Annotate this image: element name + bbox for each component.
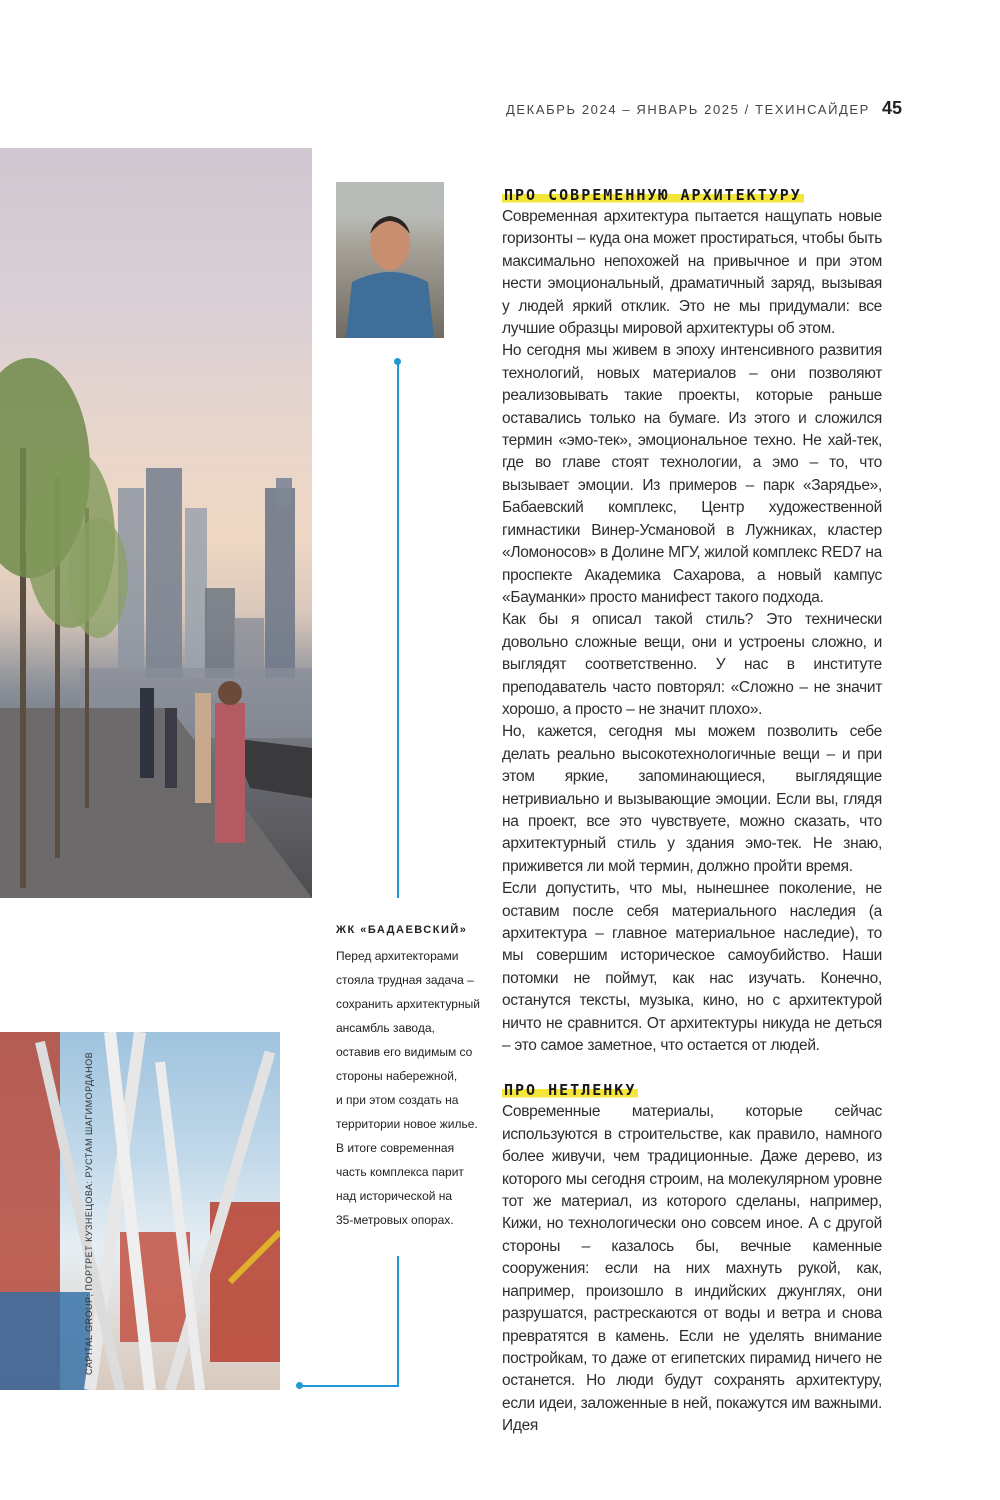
connector-line-horizontal — [300, 1385, 399, 1387]
portrait-illustration — [336, 182, 444, 338]
construction-photo — [0, 1032, 280, 1390]
construction-illustration — [0, 1032, 280, 1390]
caption-text: Перед архитекторами стояла трудная задача – сохранить архитектурный ансамбль завода, оставив его видимым со стороны набережной, и при этом создать на территории новое жилье. В итоге современная часть комплекса парит над исторической на 35-метровых опорах. — [336, 949, 480, 1227]
page-number: 45 — [881, 98, 902, 118]
photo-credit: CAPITAL GROUP; ПОРТРЕТ КУЗНЕЦОВА: РУСТАМ ШАГИМОРДАНОВ — [84, 1051, 94, 1375]
embankment-photo — [0, 148, 312, 898]
section-heading: ПРО НЕТЛЕНКУ — [504, 1081, 637, 1100]
article-body — [502, 186, 882, 1438]
running-header — [506, 98, 902, 119]
running-title: ДЕКАБРЬ 2024 – ЯНВАРЬ 2025 / ТЕХИНСАЙДЕР — [505, 102, 870, 117]
connector-line-bottom — [397, 1256, 399, 1386]
connector-line-top — [397, 362, 399, 898]
section-heading: ПРО СОВРЕМЕННУЮ АРХИТЕКТУРУ — [504, 186, 802, 204]
author-portrait — [336, 182, 444, 338]
paragraph: Но, кажется, сегодня мы можем позволить себе делать реально высокотехнологичные вещи – и при этом яркие, запоминающиеся, выглядящие нетривиально и вызывающие эмоции. Если вы, глядя на проект, все это чувствуете, можно сказать, что архитектурный стиль у здания эмо-тек. Не знаю, приживется ли мой термин, должно пройти время. — [502, 723, 882, 875]
paragraph: Если допустить, что мы, нынешнее поколение, не оставим после себя материального наследия (а архитектура – главное материальное наследие), то мы совершим историческое самоубийство. Наши потомки не поймут, как нас изучать. Конечно, останутся тексты, музыка, кино, но с архитектурой ничто не сравнится. От архитектуры никуда не деться – это самое заметное, что остается от людей. — [502, 880, 882, 1055]
paragraph: Как бы я описал такой стиль? Это технически довольно сложные вещи, они и устроены сложно, и выглядят соответственно. У нас в институте преподаватель часто повторял: «Сложно – не значит хорошо, а просто – не значит плохо». — [502, 611, 882, 718]
paragraph: Современная архитектура пытается нащупать новые горизонты – куда она может простираться, чтобы быть максимально непохожей на привычное и при этом нести эмоциональный, драматичный заряд, вызывая у людей яркий отклик. Это не мы придумали: все лучшие образцы мировой архитектуры об этом. — [502, 208, 882, 338]
photo-caption — [336, 924, 486, 1232]
caption-title: ЖК «БАДАЕВСКИЙ» — [336, 924, 468, 936]
connector-dot-bottom — [296, 1382, 303, 1389]
section-modern-architecture — [502, 186, 882, 1057]
paragraph: Современные материалы, которые сейчас используются в строительстве, как правило, намного более живучи, чем традиционные. Даже дерево, из которого мы сегодня строим, на молекулярном уровне тот же материал, из которого сделаны, например, Кижи, но технологически оно совсем иное. А с другой стороны – казалось бы, вечные каменные сооружения: если на них махнуть рукой, как, например, произошло в индийских джунглях, они разрушатся, растрескаются от воды и ветра и снова превратятся в камень. Если не уделять внимание постройкам, то даже от египетских пирамид ничего не останется. Но люди будут сохранять архитектуру, если идеи, заложенные в ней, покажутся им важными. Идея — [502, 1103, 882, 1435]
section-netlenka — [502, 1081, 882, 1437]
paragraph: Но сегодня мы живем в эпоху интенсивного развития технологий, новых материалов – они позволяют реализовывать такие проекты, которые раньше оставались только на бумаге. Из этого и сложился термин «эмо-тек», эмоциональное техно. Не хай-тек, где во главе стоят технологии, а эмо – то, что вызывает эмоции. Из примеров – парк «Зарядье», Бабаевский комплекс, Центр художественной гимнастики Винер-Усмановой в Лужниках, кластер «Ломоносов» в Долине МГУ, жилой комплекс RED7 на проспекте Академика Сахарова, а новый кампус «Бауманки» просто манифест такого подхода. — [502, 342, 882, 606]
embankment-illustration — [0, 148, 312, 898]
